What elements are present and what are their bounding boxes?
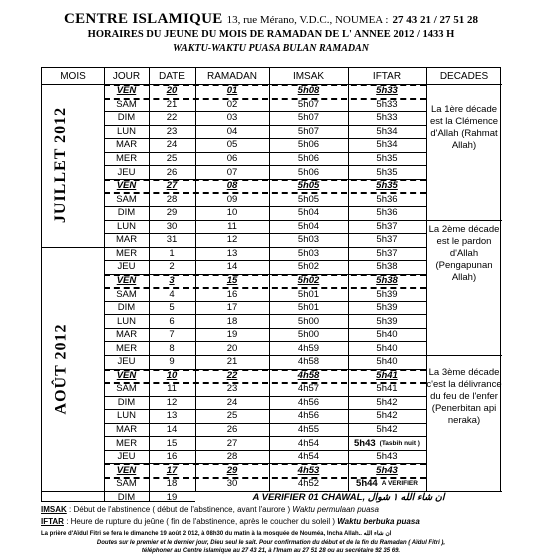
table-cell: 1 bbox=[169, 247, 175, 259]
org-name: CENTRE ISLAMIQUE bbox=[64, 11, 223, 27]
table-cell: 5h04 bbox=[297, 207, 320, 219]
table-cell: 5h03 bbox=[297, 247, 320, 259]
table-cell: 5h02 bbox=[297, 274, 320, 286]
table-cell: 13 bbox=[226, 247, 238, 259]
table-cell: 4h54 bbox=[297, 451, 320, 463]
table-cell: 5h06 bbox=[297, 166, 320, 178]
table-cell: VEN bbox=[116, 464, 137, 476]
table-cell: SAM bbox=[116, 383, 137, 395]
table-cell: 29 bbox=[166, 207, 178, 219]
table-cell: JEU bbox=[117, 261, 136, 273]
iftar-value: 5h43 bbox=[354, 437, 376, 449]
table-cell: 20 bbox=[166, 85, 178, 97]
table-cell: 24 bbox=[166, 139, 178, 151]
table-cell: 5h36 bbox=[376, 193, 398, 205]
table-cell: DIM bbox=[117, 302, 136, 314]
table-cell: 5h38 bbox=[376, 274, 398, 286]
column-header: DATE bbox=[159, 70, 185, 82]
table-cell: 5h35 bbox=[376, 180, 398, 192]
table-cell: 5h40 bbox=[376, 329, 398, 341]
column-header: IMSAK bbox=[292, 70, 325, 82]
table-cell: 5h35 bbox=[376, 166, 398, 178]
table-cell: 4h52 bbox=[297, 478, 320, 490]
table-cell: 4h55 bbox=[297, 424, 320, 436]
table-cell: 14 bbox=[226, 261, 238, 273]
highlight-dash bbox=[104, 369, 426, 371]
highlight-dash bbox=[104, 274, 426, 276]
table-cell: DIM bbox=[117, 207, 136, 219]
table-cell: JEU bbox=[117, 356, 136, 368]
table-cell: 31 bbox=[166, 234, 178, 246]
table-cell: 4h53 bbox=[297, 464, 320, 476]
table-cell: 07 bbox=[226, 166, 238, 178]
table-cell: 14 bbox=[166, 424, 178, 436]
table-cell: MAR bbox=[115, 139, 138, 151]
table-cell: 5h05 bbox=[297, 193, 320, 205]
table-cell: 5h06 bbox=[297, 153, 320, 165]
highlight-dash bbox=[104, 84, 426, 86]
table-cell: 5h00 bbox=[297, 315, 320, 327]
table-cell: 5h08 bbox=[297, 85, 320, 97]
table-cell: DIM bbox=[117, 491, 136, 503]
table-cell: 08 bbox=[226, 180, 238, 192]
decade-text: La 1ère décade est la Clémence d'Allah (Rahmat Allah) bbox=[429, 104, 499, 151]
table-cell: 18 bbox=[166, 478, 178, 490]
table-cell: 5h39 bbox=[376, 288, 398, 300]
highlight-dash bbox=[104, 463, 426, 465]
table-cell: LUN bbox=[116, 125, 136, 137]
table-cell: SAM bbox=[116, 193, 137, 205]
table-cell: 5h40 bbox=[376, 342, 398, 354]
table-cell: 4h59 bbox=[297, 342, 320, 354]
table-cell: 28 bbox=[226, 451, 238, 463]
table-cell: 5h41 bbox=[376, 383, 398, 395]
table-cell: 22 bbox=[166, 112, 178, 124]
table-cell: 6 bbox=[169, 315, 175, 327]
table-cell bbox=[348, 477, 426, 491]
table-cell: JEU bbox=[117, 451, 136, 463]
iftar-note: A VERIFIER bbox=[381, 480, 418, 488]
table-cell: 28 bbox=[166, 193, 178, 205]
column-header: RAMADAN bbox=[206, 70, 257, 82]
table-cell: 5h07 bbox=[297, 125, 320, 137]
column-header: IFTAR bbox=[372, 70, 402, 82]
table-cell: MAR bbox=[115, 329, 138, 341]
table-cell: 5h00 bbox=[297, 329, 320, 341]
table-cell: 30 bbox=[226, 478, 238, 490]
table-cell: 15 bbox=[166, 437, 178, 449]
header-line bbox=[0, 10, 542, 28]
document-subtitle: WAKTU-WAKTU PUASA BULAN RAMADAN bbox=[172, 43, 370, 54]
table-cell: 12 bbox=[226, 234, 238, 246]
table-cell bbox=[348, 436, 426, 450]
table-cell: 22 bbox=[226, 369, 238, 381]
table-cell: 21 bbox=[226, 356, 238, 368]
table-cell: 5h06 bbox=[297, 139, 320, 151]
table-cell: 5h37 bbox=[376, 220, 398, 232]
table-cell: MER bbox=[115, 247, 138, 259]
table-cell: 5h38 bbox=[376, 261, 398, 273]
column-header: JOUR bbox=[112, 70, 141, 82]
table-cell: 09 bbox=[226, 193, 238, 205]
table-cell: 11 bbox=[167, 383, 177, 395]
table-cell: MAR bbox=[115, 424, 138, 436]
table-cell: 17 bbox=[226, 302, 238, 314]
table-cell: 06 bbox=[226, 153, 238, 165]
table-cell: 18 bbox=[226, 315, 238, 327]
table-cell: 5h39 bbox=[376, 302, 398, 314]
table-cell: 25 bbox=[166, 153, 178, 165]
table-cell: 21 bbox=[166, 98, 178, 110]
table-cell: 04 bbox=[226, 125, 238, 137]
decade-text: La 3ème décade c'est la délivrance du feu de l'enfer (Penerbitan api neraka) bbox=[426, 367, 502, 426]
table-cell: 5h40 bbox=[376, 356, 398, 368]
table-cell: DIM bbox=[117, 396, 136, 408]
table-cell: 5h42 bbox=[376, 396, 398, 408]
table-cell: LUN bbox=[116, 410, 136, 422]
table-cell: 5h01 bbox=[297, 302, 320, 314]
footer-imsak: IMSAK : Début de l'abstinence ( début de l'abstinence, avant l'aurore ) Waktu permulaan puasa bbox=[41, 505, 379, 514]
iftar-note: (Tasbih nuit ) bbox=[379, 439, 420, 447]
decade-text: La 2ème décade est le pardon d'Allah (Pengapunan Allah) bbox=[428, 223, 500, 283]
table-cell: 5h37 bbox=[376, 234, 398, 246]
table-cell: 03 bbox=[226, 112, 238, 124]
table-cell: 10 bbox=[166, 369, 178, 381]
table-cell: VEN bbox=[116, 180, 137, 192]
highlight-dash bbox=[104, 179, 426, 181]
table-cell: 19 bbox=[226, 329, 238, 341]
table-cell: 5h34 bbox=[376, 139, 398, 151]
chawal-note: A VERIFIER 01 CHAWAL, ان شاء الله ۱ شوال bbox=[195, 491, 502, 505]
org-phones: 27 43 21 / 27 51 28 bbox=[392, 14, 478, 26]
table-cell: 9 bbox=[169, 356, 175, 368]
table-cell: 5h36 bbox=[376, 207, 398, 219]
table-cell: SAM bbox=[116, 478, 137, 490]
table-cell: 4h56 bbox=[297, 410, 320, 422]
table-cell: 27 bbox=[226, 437, 238, 449]
table-cell: 5h39 bbox=[376, 315, 398, 327]
table-cell: 25 bbox=[226, 410, 238, 422]
table-cell: DIM bbox=[117, 112, 136, 124]
table-cell: 10 bbox=[226, 207, 238, 219]
column-header: DECADES bbox=[439, 70, 489, 82]
table-cell: 30 bbox=[166, 220, 178, 232]
table-cell: 5 bbox=[169, 302, 175, 314]
table-cell: 29 bbox=[226, 464, 238, 476]
table-cell: LUN bbox=[116, 220, 136, 232]
footer-contact-note: téléphoner au Centre islamique au 27 43 21, à l'Imam au 27 51 28 ou au secrétaire 92 35 69. bbox=[141, 548, 401, 554]
footer-iftar: IFTAR : Heure de rupture du jeûne ( fin de l'abstinence, après le coucher du soleil ) Waktu berbuka puasa bbox=[41, 517, 420, 526]
table-cell: LUN bbox=[116, 315, 136, 327]
document-title: HORAIRES DU JEUNE DU MOIS DE RAMADAN DE L' ANNEE 2012 / 1433 H bbox=[87, 29, 455, 40]
table-cell: 24 bbox=[226, 396, 238, 408]
column-header: MOIS bbox=[60, 70, 86, 82]
month-label: JUILLET 2012 bbox=[52, 107, 69, 224]
table-cell: VEN bbox=[116, 274, 137, 286]
table-cell: 16 bbox=[226, 288, 238, 300]
table-cell: MER bbox=[115, 437, 138, 449]
table-cell: 4h58 bbox=[297, 356, 320, 368]
table-cell: SAM bbox=[116, 98, 137, 110]
table-cell: 7 bbox=[169, 329, 175, 341]
table-cell: JEU bbox=[117, 166, 136, 178]
table-cell: 8 bbox=[169, 342, 175, 354]
table-cell: 26 bbox=[226, 424, 238, 436]
table-cell: SAM bbox=[116, 288, 137, 300]
table-cell: 5h01 bbox=[297, 288, 320, 300]
table-cell: 4h54 bbox=[297, 437, 320, 449]
table-cell: 17 bbox=[166, 464, 178, 476]
table-cell: 4 bbox=[169, 288, 175, 300]
table-cell: 23 bbox=[226, 383, 238, 395]
month-label: AOÛT 2012 bbox=[52, 323, 69, 414]
table-cell: 13 bbox=[166, 410, 178, 422]
table-cell: 5h37 bbox=[376, 247, 398, 259]
table-cell: 5h41 bbox=[376, 369, 398, 381]
table-cell: 4h57 bbox=[297, 383, 320, 395]
table-cell: 12 bbox=[166, 396, 178, 408]
table-cell: 11 bbox=[227, 220, 237, 232]
table-cell: VEN bbox=[116, 85, 137, 97]
table-cell: 19 bbox=[166, 491, 178, 503]
iftar-value: 5h44 bbox=[356, 478, 378, 490]
table-cell: 15 bbox=[226, 274, 238, 286]
table-cell: 3 bbox=[169, 274, 175, 286]
table-cell: MAR bbox=[115, 234, 138, 246]
table-cell: 05 bbox=[226, 139, 238, 151]
table-cell: VEN bbox=[116, 369, 137, 381]
table-cell: 5h33 bbox=[376, 85, 398, 97]
table-cell: 5h03 bbox=[297, 234, 320, 246]
footer-doubt-note: Doutes sur le premier et le dernier jour, Dieu seul le sait. Pour confirmation du début et de la fin du Ramadan ( Aïdul Fitri ), bbox=[96, 540, 446, 546]
table-cell: 5h42 bbox=[376, 410, 398, 422]
table-cell: 5h07 bbox=[297, 98, 320, 110]
table-cell: 26 bbox=[166, 166, 178, 178]
table-cell: 5h43 bbox=[376, 451, 398, 463]
table-cell: 5h35 bbox=[376, 153, 398, 165]
table-cell: 5h04 bbox=[297, 220, 320, 232]
table-cell: 02 bbox=[226, 98, 238, 110]
footer-prayer-note: La prière d'Aïdul Fitri se fera le dimanche 19 août 2 012, à 08h30 du matin à la mosquée de Nouméa, Incha Allah.. ان شاء الله bbox=[41, 531, 392, 537]
table-cell: 5h05 bbox=[297, 180, 320, 192]
table-cell: 23 bbox=[166, 125, 178, 137]
table-cell: MER bbox=[115, 153, 138, 165]
table-cell: 4h58 bbox=[297, 369, 320, 381]
table-cell: 5h07 bbox=[297, 112, 320, 124]
table-cell: 4h56 bbox=[297, 396, 320, 408]
schedule-table bbox=[41, 67, 501, 502]
table-cell: 20 bbox=[226, 342, 238, 354]
table-cell: 5h33 bbox=[376, 112, 398, 124]
org-address: 13, rue Mérano, V.D.C., NOUMEA : bbox=[226, 14, 389, 26]
table-cell: 5h33 bbox=[376, 98, 398, 110]
table-cell: 5h34 bbox=[376, 125, 398, 137]
table-cell: 5h02 bbox=[297, 261, 320, 273]
table-cell: 01 bbox=[226, 85, 238, 97]
table-cell: 2 bbox=[169, 261, 175, 273]
table-cell: 5h43 bbox=[376, 464, 398, 476]
table-cell: 27 bbox=[166, 180, 178, 192]
table-cell: 5h42 bbox=[376, 424, 398, 436]
table-cell: 16 bbox=[166, 451, 178, 463]
table-cell: MER bbox=[115, 342, 138, 354]
